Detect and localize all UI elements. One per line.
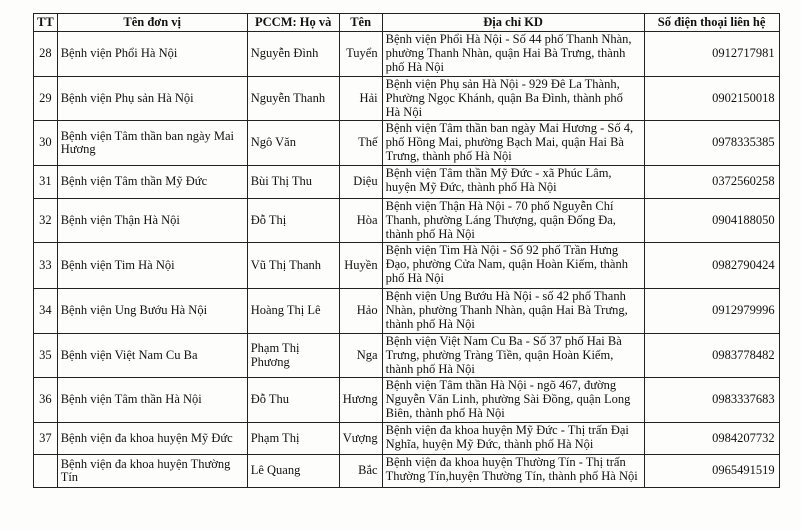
cell-given: Hải: [339, 77, 382, 121]
cell-address: Bệnh viện Phụ sản Hà Nội - 929 Đê La Thành, Phường Ngọc Khánh, quận Ba Đình, thành phố Hà Nội: [382, 77, 644, 121]
cell-surname: Nguyễn Thanh: [247, 77, 339, 121]
cell-address: Bệnh viện Tâm thần Hà Nội - ngõ 467, đường Nguyễn Văn Linh, phường Sài Đồng, quận Long Biên, thành phố Hà Nội: [382, 378, 644, 423]
cell-given: Bắc: [339, 455, 382, 488]
cell-phone: 0902150018: [644, 77, 779, 121]
cell-surname: Ngô Văn: [247, 121, 339, 166]
table-row: [34, 289, 780, 334]
header-address: Địa chỉ KD: [382, 14, 644, 32]
cell-given: Vượng: [339, 423, 382, 455]
cell-unit: Bệnh viện Tâm thần Mỹ Đức: [57, 166, 247, 199]
cell-address: Bệnh viện Tim Hà Nội - Số 92 phố Trần Hưng Đạo, phường Cửa Nam, quận Hoàn Kiếm, thành phố Hà Nội: [382, 243, 644, 289]
header-phone: Số điện thoại liên hệ: [644, 14, 779, 32]
cell-tt: 34: [34, 289, 58, 334]
cell-surname: Phạm Thị: [247, 423, 339, 455]
hospital-table: [33, 13, 780, 488]
cell-given: Hảo: [339, 289, 382, 334]
header-pccm-surname: PCCM: Họ và: [247, 14, 339, 32]
cell-address: Bệnh viện Tâm thần ban ngày Mai Hương - Số 4, phố Hồng Mai, phường Bạch Mai, quận Hai Bà Trưng, thành phố Hà Nội: [382, 121, 644, 166]
cell-unit: Bệnh viện Việt Nam Cu Ba: [57, 334, 247, 378]
cell-phone: 0904188050: [644, 199, 779, 243]
cell-address: Bệnh viện Việt Nam Cu Ba - Số 37 phố Hai Bà Trưng, phường Tràng Tiền, quận Hoàn Kiếm, thành phố Hà Nội: [382, 334, 644, 378]
cell-tt: 28: [34, 32, 58, 77]
cell-phone: 0983778482: [644, 334, 779, 378]
cell-tt: [34, 455, 58, 488]
cell-given: Thế: [339, 121, 382, 166]
table-row: [34, 423, 780, 455]
cell-given: Hương: [339, 378, 382, 423]
table-row: [34, 166, 780, 199]
table-row: [34, 121, 780, 166]
cell-tt: 31: [34, 166, 58, 199]
cell-surname: Nguyễn Đình: [247, 32, 339, 77]
cell-phone: 0984207732: [644, 423, 779, 455]
table-row: [34, 243, 780, 289]
cell-tt: 32: [34, 199, 58, 243]
cell-phone: 0978335385: [644, 121, 779, 166]
cell-tt: 35: [34, 334, 58, 378]
cell-unit: Bệnh viện Tim Hà Nội: [57, 243, 247, 289]
cell-given: Nga: [339, 334, 382, 378]
cell-phone: 0965491519: [644, 455, 779, 488]
table-row: [34, 455, 780, 488]
cell-tt: 36: [34, 378, 58, 423]
cell-surname: Lê Quang: [247, 455, 339, 488]
cell-tt: 37: [34, 423, 58, 455]
cell-phone: 0372560258: [644, 166, 779, 199]
cell-address: Bệnh viện Phổi Hà Nội - Số 44 phố Thanh Nhàn, phường Thanh Nhàn, quận Hai Bà Trưng, thành phố Hà Nội: [382, 32, 644, 77]
table-row: [34, 378, 780, 423]
table-row: [34, 199, 780, 243]
cell-tt: 29: [34, 77, 58, 121]
cell-address: Bệnh viện đa khoa huyện Mỹ Đức - Thị trấn Đại Nghĩa, huyện Mỹ Đức, thành phố Hà Nội: [382, 423, 644, 455]
cell-phone: 0982790424: [644, 243, 779, 289]
cell-phone: 0983337683: [644, 378, 779, 423]
cell-unit: Bệnh viện Tâm thần ban ngày Mai Hương: [57, 121, 247, 166]
cell-unit: Bệnh viện Thận Hà Nội: [57, 199, 247, 243]
header-tt: TT: [34, 14, 58, 32]
cell-address: Bệnh viện Tâm thần Mỹ Đức - xã Phúc Lâm, huyện Mỹ Đức, thành phố Hà Nội: [382, 166, 644, 199]
table-row: [34, 334, 780, 378]
table-row: [34, 32, 780, 77]
header-unit: Tên đơn vị: [57, 14, 247, 32]
cell-surname: Bùi Thị Thu: [247, 166, 339, 199]
cell-given: Tuyển: [339, 32, 382, 77]
cell-unit: Bệnh viện Phụ sản Hà Nội: [57, 77, 247, 121]
cell-address: Bệnh viện Ung Bướu Hà Nội - số 42 phố Thanh Nhàn, phường Thanh Nhàn, quận Hai Bà Trưng, thành phố Hà Nội: [382, 289, 644, 334]
cell-surname: Đỗ Thu: [247, 378, 339, 423]
cell-unit: Bệnh viện Phổi Hà Nội: [57, 32, 247, 77]
table-row: [34, 77, 780, 121]
cell-tt: 30: [34, 121, 58, 166]
table-header-row: [34, 14, 780, 32]
cell-address: Bệnh viện Thận Hà Nội - 70 phố Nguyễn Chí Thanh, phường Láng Thượng, quận Đống Đa, thành phố Hà Nội: [382, 199, 644, 243]
cell-unit: Bệnh viện đa khoa huyện Thường Tín: [57, 455, 247, 488]
cell-unit: Bệnh viện đa khoa huyện Mỹ Đức: [57, 423, 247, 455]
cell-unit: Bệnh viện Ung Bướu Hà Nội: [57, 289, 247, 334]
cell-given: Diệu: [339, 166, 382, 199]
cell-surname: Đỗ Thị: [247, 199, 339, 243]
cell-surname: Phạm Thị Phương: [247, 334, 339, 378]
cell-unit: Bệnh viện Tâm thần Hà Nội: [57, 378, 247, 423]
cell-given: Hòa: [339, 199, 382, 243]
cell-tt: 33: [34, 243, 58, 289]
cell-surname: Hoàng Thị Lê: [247, 289, 339, 334]
cell-surname: Vũ Thị Thanh: [247, 243, 339, 289]
cell-address: Bệnh viện đa khoa huyện Thường Tín - Thị trấn Thường Tín,huyện Thường Tín, thành phố Hà Nội: [382, 455, 644, 488]
header-pccm-given: Tên: [339, 14, 382, 32]
cell-given: Huyền: [339, 243, 382, 289]
cell-phone: 0912717981: [644, 32, 779, 77]
cell-phone: 0912979996: [644, 289, 779, 334]
